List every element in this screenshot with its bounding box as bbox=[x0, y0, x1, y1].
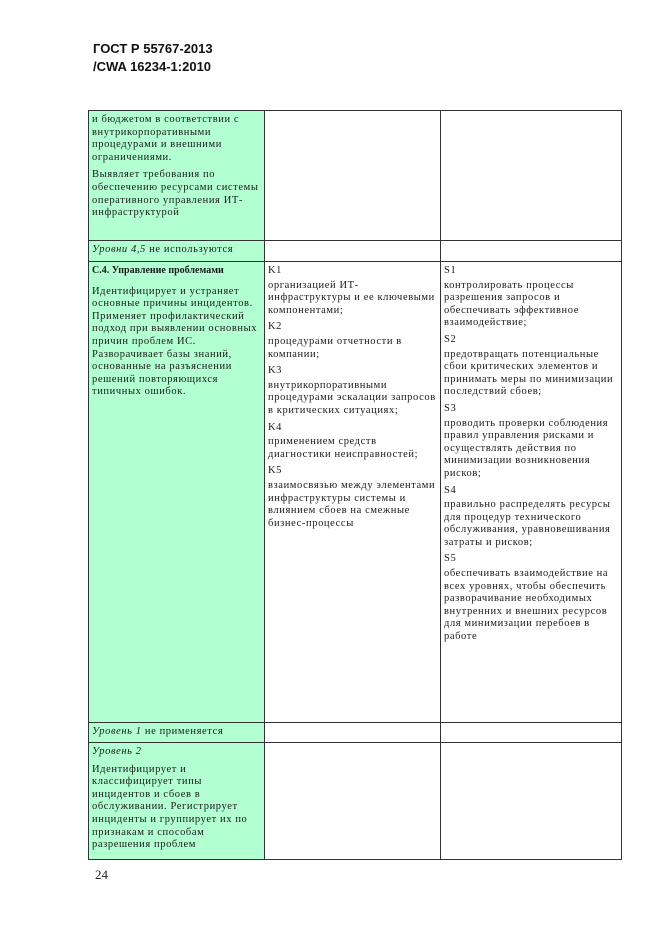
knowledge-label: K4 bbox=[268, 421, 283, 433]
knowledge-label: K5 bbox=[268, 465, 283, 477]
skill-label: S4 bbox=[444, 484, 457, 496]
table-row bbox=[89, 723, 622, 743]
level-cell bbox=[89, 241, 265, 262]
standard-equivalent: /CWA 16234-1:2010 bbox=[93, 59, 212, 74]
level-note: не используются bbox=[145, 244, 234, 255]
skills-cell bbox=[441, 743, 622, 860]
knowledge-cell bbox=[265, 111, 441, 241]
description-paragraph: Идентифицирует и классифицирует типы инцидентов и сбоев в обслуживании. Регистрирует инциденты и группирует их по признакам и способам разрешения проблем bbox=[92, 763, 248, 851]
skill-text: контролировать процессы разрешения запросов и обеспечивать эффективное взаимодействие; bbox=[444, 279, 580, 329]
page-number: 24 bbox=[95, 867, 108, 882]
table-row bbox=[89, 743, 622, 860]
skill-text: обеспечивать взаимодействие на всех уровнях, чтобы обеспечить разворачивание необходимых внутренних и внешних ресурсов для минимизации перебоев в работе bbox=[444, 568, 609, 643]
table-row bbox=[89, 262, 622, 723]
knowledge-label: K3 bbox=[268, 365, 283, 377]
knowledge-cell bbox=[265, 241, 441, 262]
knowledge-cell bbox=[265, 743, 441, 860]
level-label: Уровень 2 bbox=[92, 746, 142, 757]
competence-table bbox=[88, 110, 622, 860]
skills-cell bbox=[441, 111, 622, 241]
knowledge-text: организацией ИТ-инфраструктуры и ее ключевыми компонентами; bbox=[268, 279, 435, 316]
standard-number: ГОСТ Р 55767-2013 bbox=[93, 41, 213, 56]
document-header bbox=[93, 40, 213, 76]
skill-label: S3 bbox=[444, 402, 457, 414]
knowledge-text: процедурами отчетности в компании; bbox=[268, 335, 402, 360]
description-paragraph: Идентифицирует и устраняет основные причины инцидентов. Применяет профилактический подход при выявлении основных причин проблем ИС. Разворачивает базы знаний, основанные на разъяснении решений повторяющихся типичных ошибок. bbox=[92, 285, 258, 398]
level-label: Уровни 4,5 bbox=[92, 244, 146, 255]
knowledge-label: K1 bbox=[268, 265, 283, 276]
skill-label: S2 bbox=[444, 333, 457, 345]
skill-text: предотвращать потенциальные сбои критических элементов и принимать меры по минимизации последствий сбоев; bbox=[444, 348, 614, 398]
knowledge-text: взаимосвязью между элементами инфраструктуры системы и влиянием сбоев на смежные бизнес-процессы bbox=[268, 479, 436, 529]
table-row bbox=[89, 241, 622, 262]
skill-text: правильно распределять ресурсы для процедур технического обслуживания, уравновешивания затраты и рисков; bbox=[444, 499, 611, 548]
knowledge-cell bbox=[265, 723, 441, 743]
section-title: С.4. Управление проблемами bbox=[92, 265, 224, 276]
level-label: Уровень 1 bbox=[92, 726, 142, 737]
skills-cell bbox=[441, 241, 622, 262]
level-cell bbox=[89, 743, 265, 860]
knowledge-text: внутрикорпоративными процедурами эскалации запросов в критических ситуациях; bbox=[268, 379, 436, 416]
skills-cell bbox=[441, 262, 622, 723]
skill-text: проводить проверки соблюдения правил управления рисками и осуществлять действия по минимизации возникновения рисков; bbox=[444, 417, 609, 479]
skills-cell bbox=[441, 723, 622, 743]
level-note: не применяется bbox=[141, 726, 224, 737]
knowledge-label: K2 bbox=[268, 321, 283, 333]
description-paragraph: и бюджетом в соответствии с внутрикорпоративными процедурами и внешними ограничениями. bbox=[92, 114, 240, 163]
description-cell bbox=[89, 262, 265, 723]
skill-label: S1 bbox=[444, 265, 457, 276]
level-cell bbox=[89, 723, 265, 743]
table-row bbox=[89, 111, 622, 241]
description-paragraph: Выявляет требования по обеспечению ресурсами системы оперативного управления ИТ-инфраструктурой bbox=[92, 169, 259, 219]
skill-label: S5 bbox=[444, 553, 457, 565]
description-cell bbox=[89, 111, 265, 241]
knowledge-cell bbox=[265, 262, 441, 723]
knowledge-text: применением средств диагностики неисправностей; bbox=[268, 436, 419, 460]
